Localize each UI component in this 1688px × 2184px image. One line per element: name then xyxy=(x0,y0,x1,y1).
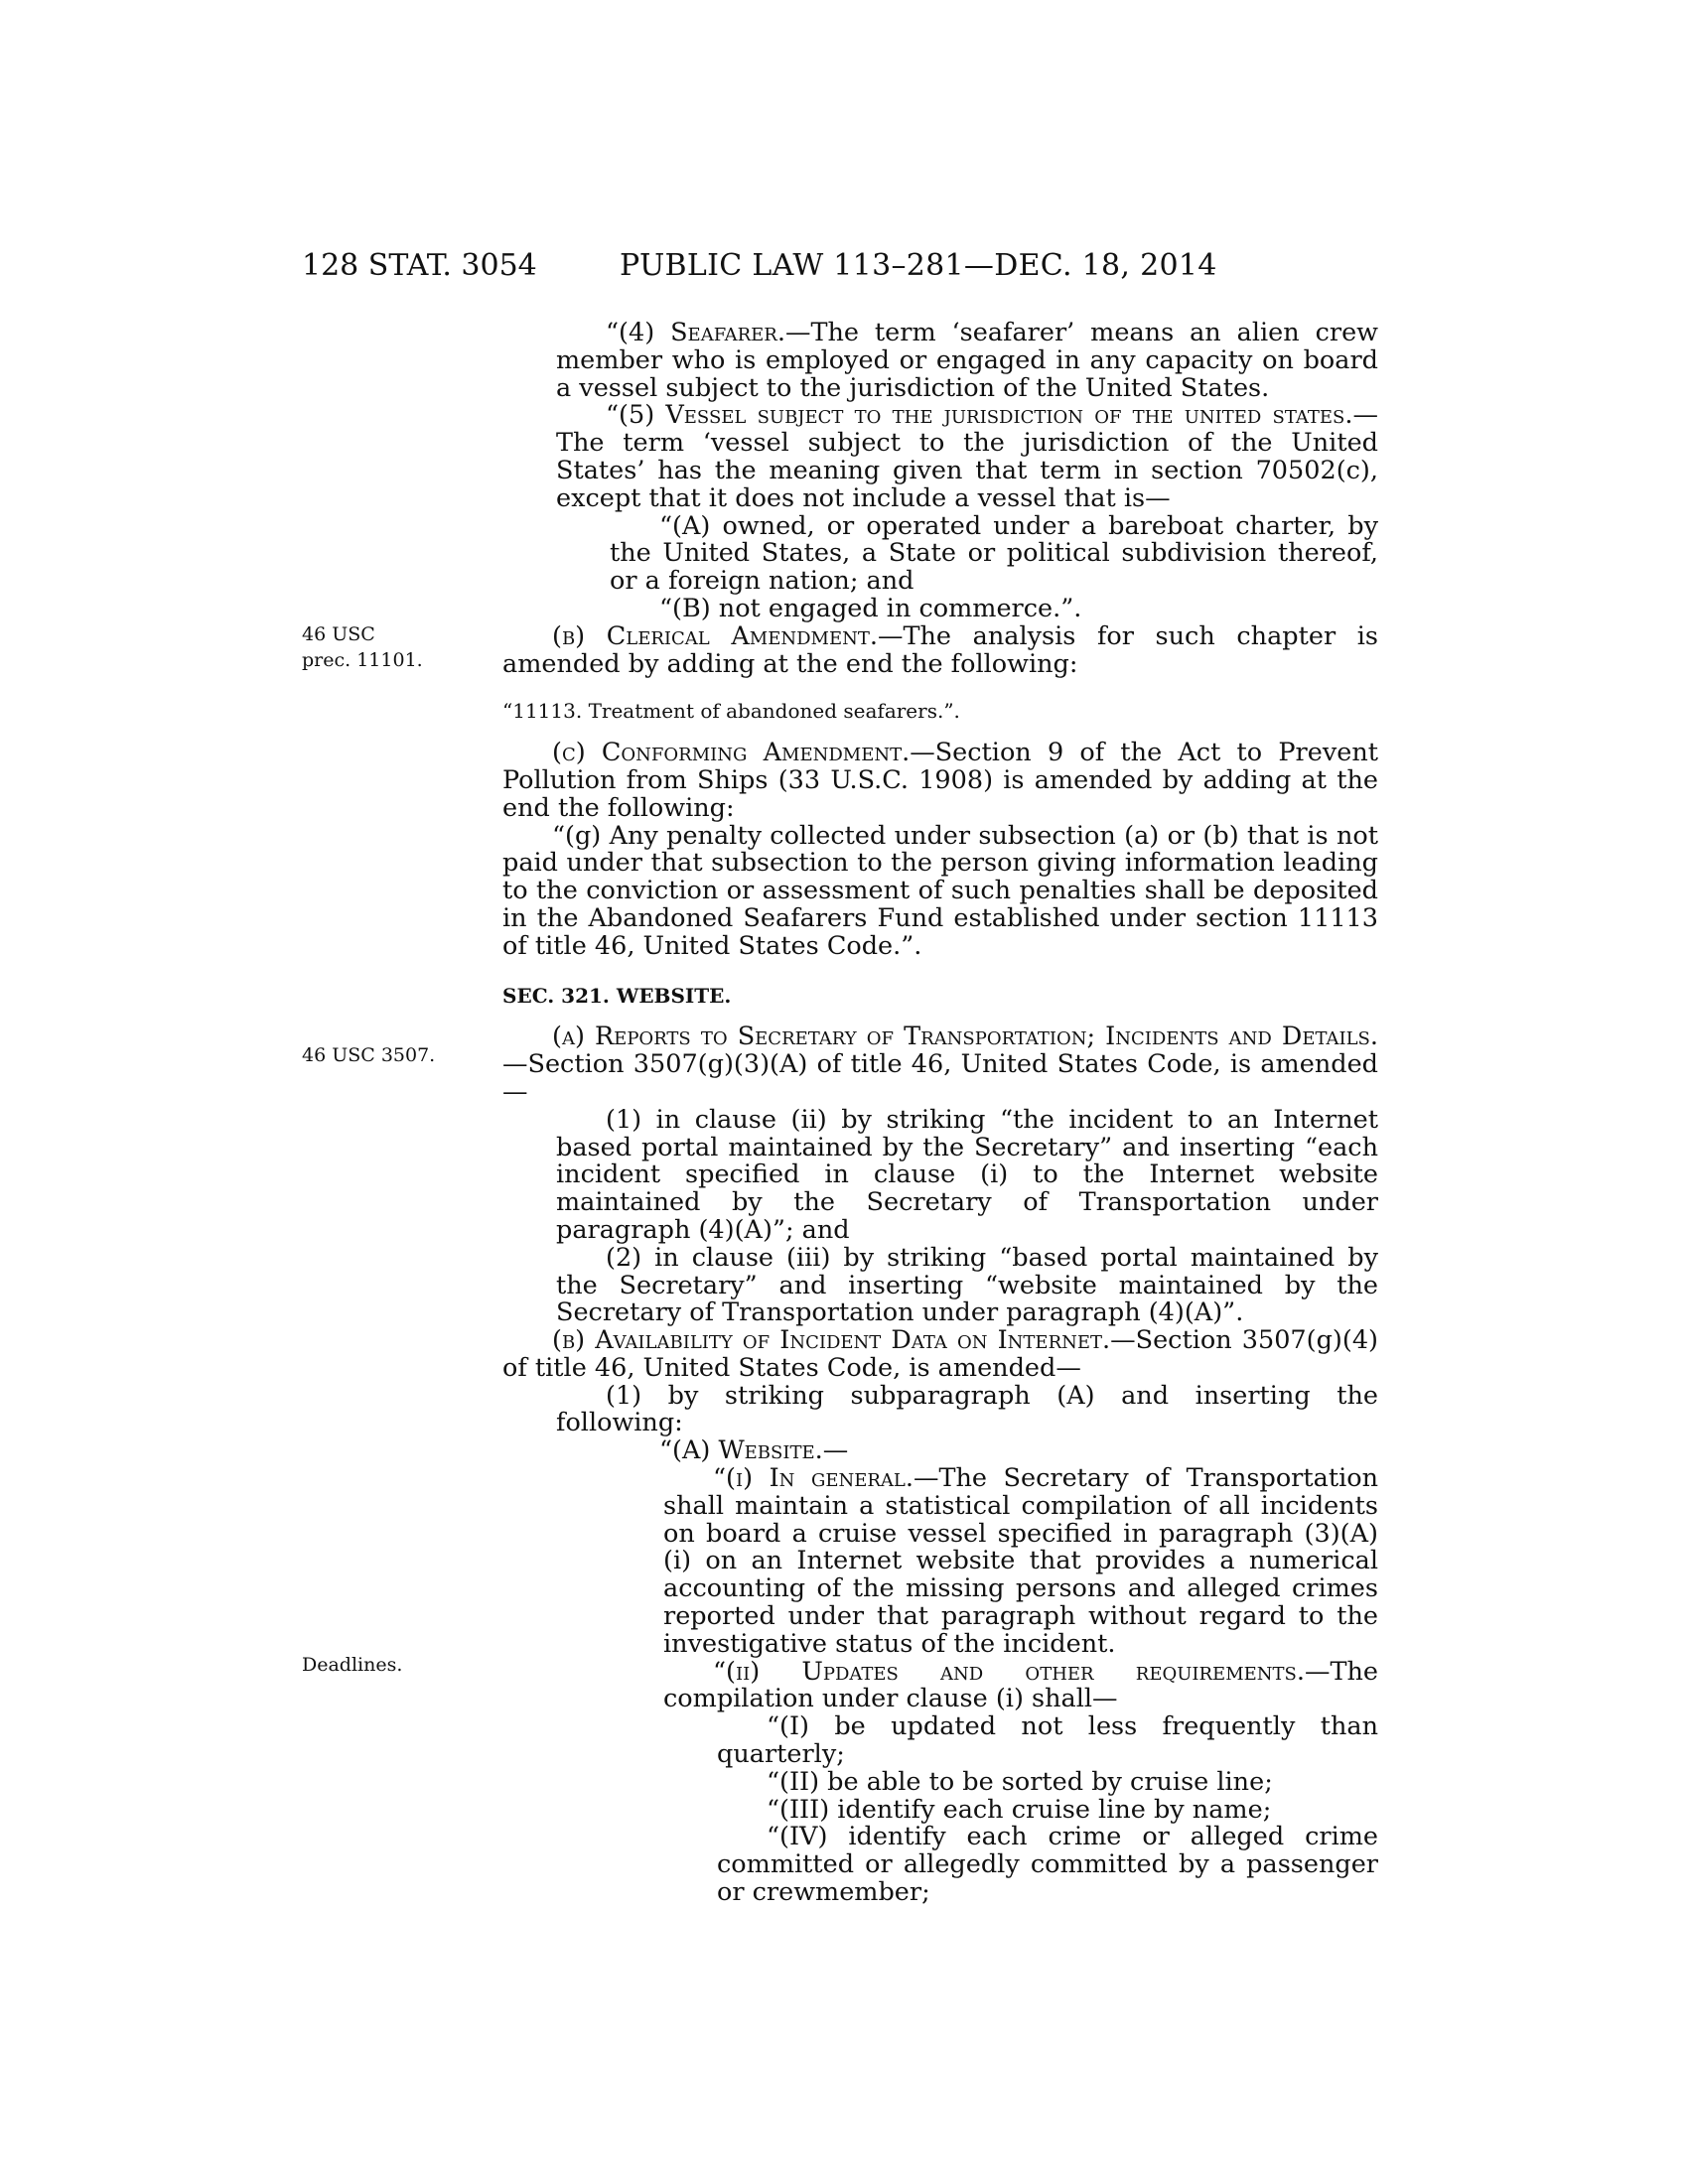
margin-note-usc-3507: 46 USC 3507. xyxy=(302,1044,436,1066)
paragraph-website-heading xyxy=(610,1437,1378,1465)
running-title: PUBLIC LAW 113–281—DEC. 18, 2014 xyxy=(620,248,1217,283)
paragraph-updates-requirements xyxy=(663,1656,1378,1714)
paragraph-text: —Section 9 of the Act to Prevent Pollution from Ships (33 U.S.C. 1908) is amended by adding at the end the following: xyxy=(502,738,1378,823)
paragraph-text: —The compilation under clause (i) shall— xyxy=(663,1656,1378,1714)
paragraph-text: —The term ‘vessel subject to the jurisdiction of the United States’ has the meaning given that term in section 70502(c), except that it does not include a vessel that is— xyxy=(556,400,1378,513)
paragraph-clause-ii-amendment: (1) in clause (ii) by striking “the incident to an Internet based portal maintained by the Secretary” and inserting “each incident specified in clause (i) to the Internet website maintained by the Secretary of Transportation under paragraph (4)(A)”; and xyxy=(556,1104,1378,1245)
paragraph-vessel-definition xyxy=(556,402,1378,512)
paragraph-clause-b: “(B) not engaged in commerce.”. xyxy=(659,593,1082,623)
clerical-table-entry: “11113. Treatment of abandoned seafarers.”. xyxy=(502,699,960,724)
paragraph-subclause-i: “(I) be updated not less frequently than quarterly; xyxy=(717,1711,1378,1770)
paragraph-in-general xyxy=(663,1465,1378,1659)
paragraph-heading: (a) Reports to Secretary of Transportation; Incidents and Details. xyxy=(552,1022,1378,1052)
paragraph-text: —Section 3507(g)(4) of title 46, United States Code, is amended— xyxy=(502,1325,1378,1383)
paragraph-heading: (c) Conforming Amendment. xyxy=(552,738,911,768)
margin-note-line: 46 USC xyxy=(302,623,375,645)
paragraph-clause-iii-amendment: (2) in clause (iii) by striking “based portal maintained by the Secretary” and inserting “website maintained by the Secretary of Transportation under paragraph (4)(A)”. xyxy=(556,1242,1378,1328)
paragraph-text: —Section 3507(g)(3)(A) of title 46, United States Code, is amended— xyxy=(502,1049,1378,1107)
paragraph-heading: (b) Availability of Incident Data on Internet. xyxy=(552,1325,1111,1356)
paragraph-striking-subparagraph-a: (1) by striking subparagraph (A) and inserting the following: xyxy=(556,1380,1378,1438)
margin-note-line: prec. 11101. xyxy=(302,649,423,671)
paragraph-text: —The Secretary of Transportation shall maintain a statistical compilation of all incidents on board a cruise vessel specified in paragraph (3)(A)(i) on an Internet website that provides a numerical accounting of the missing persons and alleged crimes reported under that paragraph without regard to the investigative status of the incident. xyxy=(663,1463,1378,1659)
margin-note-deadlines: Deadlines. xyxy=(302,1654,403,1676)
paragraph-heading: “(4) Seafarer. xyxy=(606,318,785,347)
paragraph-heading: “(i) In general. xyxy=(713,1463,914,1494)
paragraph-heading: “(5) Vessel subject to the jurisdiction of the united states. xyxy=(606,400,1353,431)
document-body xyxy=(502,320,1378,1907)
paragraph-penalty-subsection-g: “(g) Any penalty collected under subsection (a) or (b) that is not paid under that subsection to the person giving information leading to the conviction or assessment of such penalties shall be deposited in the Abandoned Seafarers Fund established under section 11113 of title 46, United States Code.”. xyxy=(502,820,1378,961)
margin-note-usc-prec xyxy=(302,621,481,673)
paragraph-seafarer-definition xyxy=(556,320,1378,402)
paragraph-text: — xyxy=(822,1435,849,1466)
paragraph-subclause-iii: “(III) identify each cruise line by name; xyxy=(767,1794,1272,1825)
paragraph-conforming-amendment xyxy=(502,740,1378,822)
paragraph-heading: “(ii) Updates and other requirements. xyxy=(713,1656,1305,1687)
paragraph-heading: (b) Clerical Amendment. xyxy=(552,620,878,651)
paragraph-clerical-amendment xyxy=(502,620,1378,679)
page-header xyxy=(0,248,1688,288)
paragraph-text: —The analysis for such chapter is amended by adding at the end the following: xyxy=(502,620,1378,679)
paragraph-clause-a: “(A) owned, or operated under a bareboat charter, by the United States, a State or political subdivision thereof, or a foreign nation; and xyxy=(610,510,1378,597)
paragraph-subclause-iv: “(IV) identify each crime or alleged crime committed or allegedly committed by a passenger or crewmember; xyxy=(717,1822,1378,1908)
paragraph-text: —The term ‘seafarer’ means an alien crew member who is employed or engaged in any capacity on board a vessel subject to the jurisdiction of the United States. xyxy=(556,318,1378,403)
paragraph-subclause-ii: “(II) be able to be sorted by cruise line; xyxy=(767,1766,1273,1797)
paragraph-heading: “(A) Website. xyxy=(659,1435,823,1466)
section-heading: SEC. 321. WEBSITE. xyxy=(502,983,732,1008)
paragraph-reports-to-secretary xyxy=(502,1024,1378,1106)
statute-page-number: 128 STAT. 3054 xyxy=(302,248,537,283)
paragraph-availability-incident-data xyxy=(502,1327,1378,1383)
